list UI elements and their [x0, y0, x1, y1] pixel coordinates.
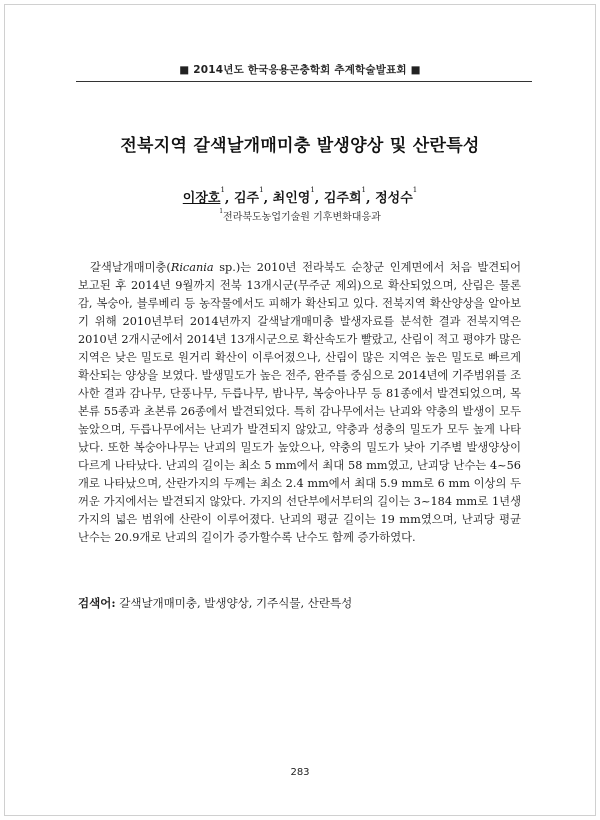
keywords-label: 검색어: — [78, 596, 116, 610]
author-separator: , — [314, 191, 324, 206]
author-name: 김주 — [233, 191, 260, 206]
author-affiliation-mark: 1 — [220, 186, 225, 194]
author-affiliation-mark: 1 — [361, 186, 367, 194]
keywords-text: 갈색날개매미충, 발생양상, 기주식물, 산란특성 — [115, 596, 353, 610]
affiliation-text: 전라북도농업기술원 기후변화대응과 — [223, 212, 381, 223]
author-separator: , — [263, 191, 273, 206]
author-list — [0, 187, 600, 206]
affiliation — [0, 208, 600, 223]
abstract-body — [78, 259, 521, 547]
author-separator: , — [224, 191, 234, 206]
affiliation-mark: 1 — [219, 208, 224, 215]
abstract-text: sp.)는 2010년 전라북도 순창군 인계면에서 처음 발견되어 보고된 후 2014년 9월까지 전북 13개시군(무주군 제외)으로 확산되었으며, 산림은 물론 감, 복숭아, 블루베리 등 농작물에서도 피해가 확산되고 있다. 전북지역 확산양상을 알아보기 위해 2010년부터 2014년까지 갈색날개매미충 발생자료를 분석한 결과 전북지역은 2010년 2개시군에서 2014년 13개시군으로 확산속도가 빨랐고, 산림이 적고 평야가 많은 지역은 낮은 밀도로 원거리 확산이 이루어졌으나, 산림이 많은 지역은 높은 밀도로 빠르게 확산되는 양상을 보였다. 발생밀도가 높은 전주, 완주를 중심으로 2014년에 기주범위를 조사한 결과 감나무, 단풍나무, 두릅나무, 밤나무, 복숭아나무 등 81종에서 발견되었으며, 목본류 55종과 초본류 26종에서 발견되었다. 특히 감나무에서는 난괴와 약충의 발생이 모두 높았으며, 두릅나무에서는 난괴가 발견되지 않았고, 약충과 성충의 밀도가 모두 높게 나타났다. 또한 복숭아나무는 난괴의 밀도가 높았으나, 약충의 밀도가 낮아 기주별 발생양상이 다르게 나타났다. 난괴의 길이는 최소 5 mm에서 최대 58 mm였고, 난괴당 난수는 4~56개로 나타났으며, 산란가지의 두께는 최소 2.4 mm에서 최대 5.9 mm로 6 mm 이상의 두꺼운 가지에서는 발견되지 않았다. 가지의 선단부에서부터의 길이는 3~184 mm로 1년생 가지의 넓은 범위에 산란이 이루어졌다. 난괴의 평균 길이는 19 mm였으며, 난괴당 평균 난수는 20.9개로 난괴의 길이가 증가할수록 난수도 함께 증가하였다. — [78, 261, 521, 544]
author-affiliation-mark: 1 — [412, 186, 418, 194]
header-rule — [76, 81, 532, 82]
abstract-lead: 갈색날개매미충( — [90, 261, 171, 274]
keywords — [78, 594, 521, 612]
page-number: 283 — [290, 767, 310, 778]
author-name: 정성수 — [375, 191, 413, 206]
author-name: 김주희 — [323, 191, 362, 206]
author-affiliation-mark: 1 — [310, 186, 315, 194]
species-name: Ricania — [170, 261, 214, 274]
author-name: 최인영 — [272, 191, 311, 206]
conference-header: ■ 2014년도 한국응용곤충학회 추계학술발표회 ■ — [179, 64, 421, 76]
author-separator: , — [366, 191, 376, 206]
paper-title: 전북지역 갈색날개매미충 발생양상 및 산란특성 — [120, 136, 480, 156]
author-name: 이장호 — [182, 191, 221, 206]
author-affiliation-mark: 1 — [259, 186, 264, 194]
